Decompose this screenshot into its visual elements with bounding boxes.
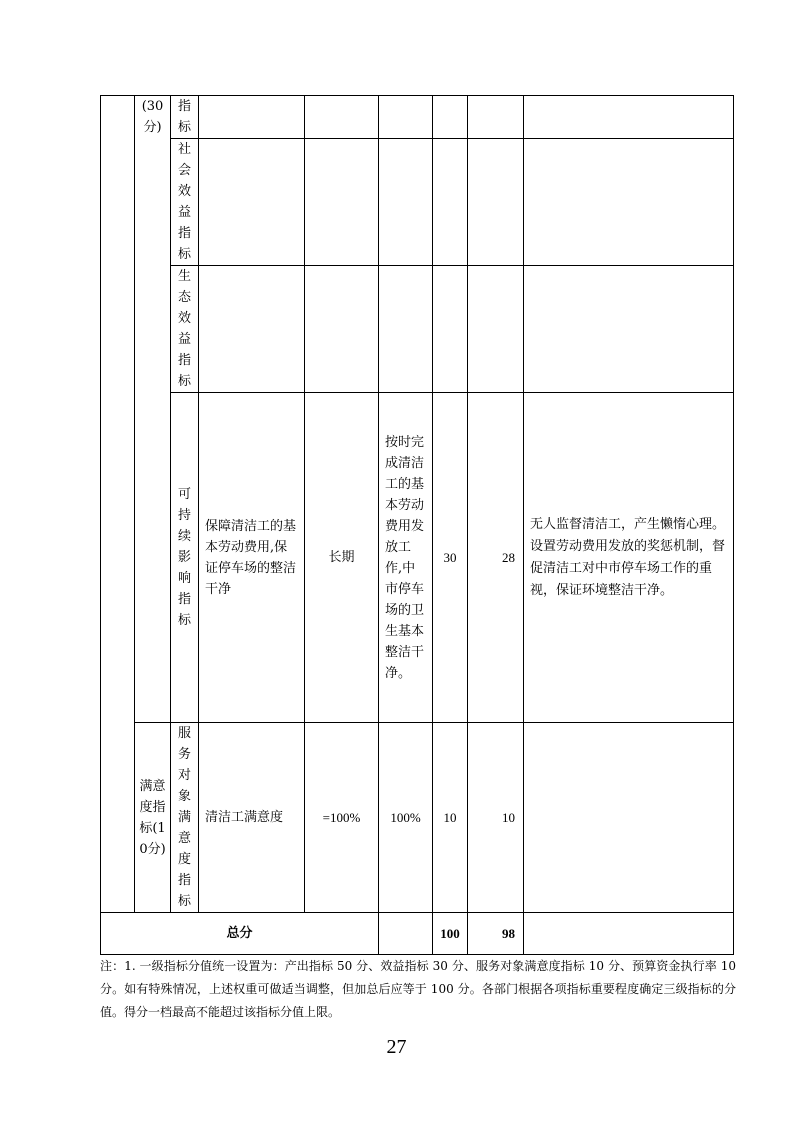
table-row-total [101,913,734,955]
table-row [101,266,734,393]
actual-cell [379,266,433,393]
weight-cell [433,139,468,266]
performance-evaluation-table [100,95,734,955]
score-cell: 28 [468,393,524,723]
target-cell [305,266,379,393]
level1-indicator-cell [101,96,135,913]
actual-cell [379,139,433,266]
reason-cell [524,266,734,393]
target-cell [305,139,379,266]
table-row [101,723,734,913]
level2-satisfaction-cell: 满意度指标(10分) [135,723,171,913]
reason-cell [524,139,734,266]
target-cell: =100% [305,723,379,913]
table-footnote: 注：1. 一级指标分值统一设置为：产出指标 50 分、效益指标 30 分、服务对象满意度指标 10 分、预算资金执行率 10 分。如有特殊情况，上述权重可做适当调整，但加总后应等于 100 分。各部门根据各项指标重要程度确定三级指标的分值。得分一档最高不能超过该指标分值上限。 [100,959,736,1019]
level3-sustainable-impact: 可持续影响指标 [171,393,199,723]
score-cell: 10 [468,723,524,913]
target-cell: 长期 [305,393,379,723]
level3-eco-benefit: 生态效益指标 [171,266,199,393]
page-number: 27 [386,1036,407,1058]
indicator-cell [199,266,305,393]
total-weight: 100 [433,913,468,955]
reason-cell [524,723,734,913]
actual-cell [379,96,433,139]
weight-cell: 30 [433,393,468,723]
level3-indicator-tail: 指标 [171,96,199,139]
level3-social-benefit: 社会效益指标 [171,139,199,266]
actual-cell: 100% [379,723,433,913]
actual-cell: 按时完成清洁工的基本劳动费用发放工作,中市停车场的卫生基本整洁干净。 [379,393,433,723]
score-cell [468,96,524,139]
indicator-cell [199,139,305,266]
level2-benefit-cell [135,96,171,723]
table-row [101,139,734,266]
total-reason-cell [524,913,734,955]
score-cell [468,266,524,393]
target-cell [305,96,379,139]
table-row [101,96,734,139]
indicator-cell: 保障清洁工的基本劳动费用,保证停车场的整洁干净 [199,393,305,723]
reason-cell: 无人监督清洁工，产生懒惰心理。设置劳动费用发放的奖惩机制，督促清洁工对中市停车场工作的重视，保证环境整洁干净。 [524,393,734,723]
weight-cell [433,266,468,393]
total-score: 98 [468,913,524,955]
weight-cell [433,96,468,139]
score-cell [468,139,524,266]
level2-benefit-weight: (30分) [141,99,164,135]
indicator-cell: 清洁工满意度 [199,723,305,913]
level3-service-satisfaction: 服务对象满意度指标 [171,723,199,913]
table-row [101,393,734,723]
total-label: 总分 [101,913,379,955]
total-blank-cell [379,913,433,955]
reason-cell [524,96,734,139]
indicator-cell [199,96,305,139]
weight-cell: 10 [433,723,468,913]
